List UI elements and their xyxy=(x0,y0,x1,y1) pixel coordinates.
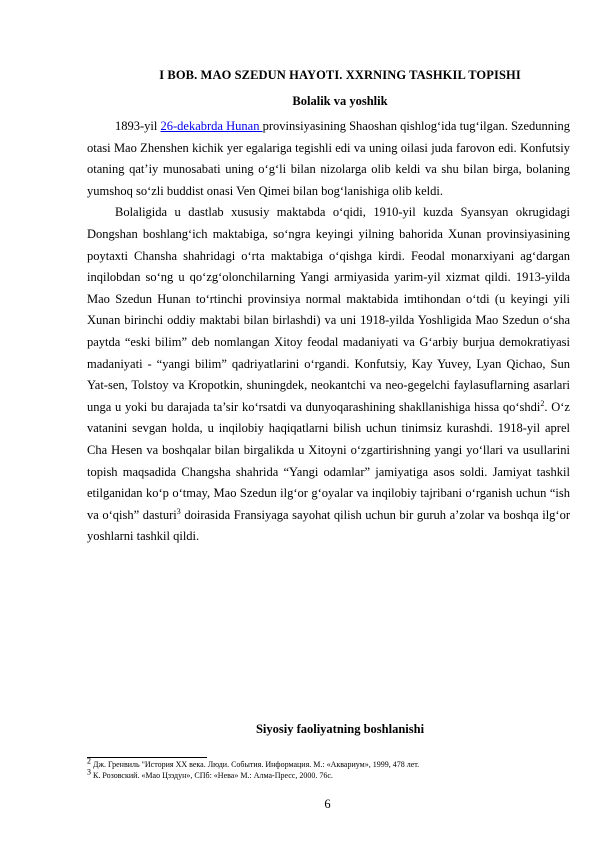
footnote-number: 2 xyxy=(87,756,91,766)
body-text xyxy=(87,116,570,548)
footnote-text: К. Розовский. «Мао Цзэдун», СПб: «Нева» М.: Алма-Пресс, 2000. 76с. xyxy=(91,771,333,780)
footnote-2 xyxy=(87,756,570,770)
section-title: Bolalik va yoshlik xyxy=(292,94,388,108)
footnote-ref-3: 3 xyxy=(176,506,181,516)
paragraph-1-start: 1893-yil xyxy=(115,119,161,133)
footnote-3 xyxy=(87,767,570,781)
footnote-number: 3 xyxy=(87,767,91,777)
footnote-divider xyxy=(87,757,207,758)
page-number: 6 xyxy=(324,797,331,811)
paragraph-2 xyxy=(87,202,570,548)
paragraph-2-part-3: doirasida Fransiyaga sayohat qilish uchun bir guruh a’zolar va boshqa ilg‘or yoshlarni tashkil qildi. xyxy=(87,507,571,544)
paragraph-2-part-2: . O‘z vatanini sevgan holda, u inqilobiy haqiqatlarni bilish uchun tinimsiz kurashdi. 1918-yil aprel Cha Hesen va boshqalar bilan birgalikda u Xitoyni o‘zgartirishning yangi yo‘llari va usullarini topish maqsadida Changsha shahrida “Yangi odamlar” jamiyatiga asos soldi. Jamiyat tashkil etilganidan ko‘p o‘tmay, Mao Szedun ilg‘or g‘oyalar va inqilobiy tajribani o‘rganish uchun “ish va o‘qish” dasturi xyxy=(87,399,570,522)
paragraph-1-rest: provinsiyasining Shaoshan qishlog‘ida tug‘ilgan. Szedunning otasi Mao Zhenshen kichik yer egalariga tegishli edi va uning oilasi juda farovon edi. Konfutsiy otaning qat’iy munosabati uning o‘g‘li bilan nizolarga olib keldi va shu bilan birga, bolaning yumshoq so‘zli buddist onasi Ven Qimei bilan bog‘lanishiga olib keldi. xyxy=(87,119,571,198)
footnote-text: Дж. Гренвиль "История XX века. Люди. События. Информация. М.: «Аквариум», 1999, 478 лет. xyxy=(91,760,420,769)
chapter-title: I BOB. MAO SZEDUN HAYOTI. XXRNING TASHKIL TOPISHI xyxy=(159,68,521,82)
date-link[interactable]: 26-dekabrda Hunan xyxy=(160,119,263,133)
footnote-ref-2: 2 xyxy=(540,398,545,408)
footnotes xyxy=(87,756,570,781)
section-2-title: Siyosiy faoliyatning boshlanishi xyxy=(255,722,425,736)
paragraph-1 xyxy=(87,116,570,202)
paragraph-2-part-1: Bolaligida u dastlab xususiy maktabda o‘qidi, 1910-yil kuzda Syansyan okrugidagi Dongshan boshlang‘ich maktabiga, so‘ngra keyingi yilning bahorida Xunan provinsiyasining poytaxti Chansha shahridagi o‘rta maktabiga o‘qishga kirdi. Feodal monarxiyani ag‘dargan inqilobdan so‘ng u qo‘zg‘olonchilarning Yangi armiyasida yarim-yil xizmat qildi. 1913-yilda Mao Szedun Hunan to‘rtinchi provinsiya normal maktabida imtihondan o‘tdi (u keyingi yili Xunan birinchi oddiy maktabi bilan birlashdi) va uni 1918-yilda Yoshligida Mao Szedun o‘sha paytda “eski bilim” deb nomlangan Xitoy feodal madaniyati va G‘arbiy burjua demokratiyasi madaniyati - “yangi bilim” qadriyatlarini o‘rgandi. Konfutsiy, Kay Yuvey, Lyan Qichao, Sun Yat-sen, Tolstoy va Kropotkin, shuningdek, neokantchi va neo-gegelchi faylasuflarning asarlari unga u yoki bu darajada ta’sir ko‘rsatdi va dunyoqarashining shakllanishiga hissa qo‘shdi xyxy=(87,205,570,414)
